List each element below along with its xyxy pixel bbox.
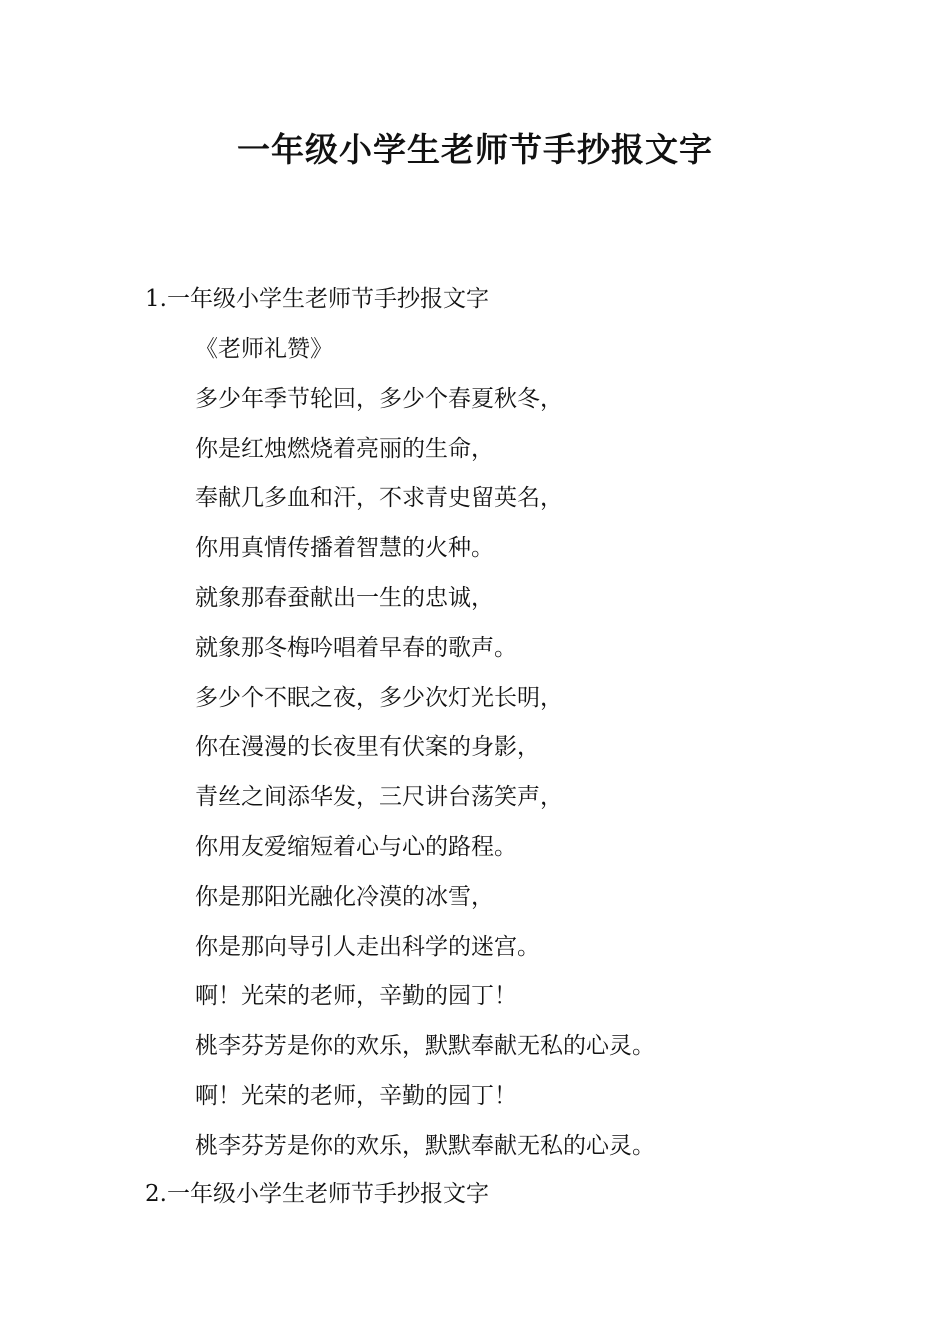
poem-line: 啊！光荣的老师，辛勤的园丁！	[195, 1082, 517, 1109]
poem-line: 你在漫漫的长夜里有伏案的身影，	[195, 734, 540, 761]
document-title: 一年级小学生老师节手抄报文字	[237, 130, 713, 169]
poem-line: 你用友爱缩短着心与心的路程。	[195, 833, 517, 860]
poem-line: 桃李芬芳是你的欢乐，默默奉献无私的心灵。	[195, 1033, 655, 1060]
poem-line: 你是那阳光融化冷漠的冰雪，	[195, 883, 494, 910]
poem-line: 就象那冬梅吟唱着早春的歌声。	[195, 634, 517, 661]
poem-line: 青丝之间添华发，三尺讲台荡笑声，	[195, 784, 563, 811]
poem-line: 奉献几多血和汗，不求青史留英名，	[195, 485, 563, 512]
section-heading-1: 1.一年级小学生老师节手抄报文字	[145, 286, 489, 312]
poem-line: 就象那春蚕献出一生的忠诚，	[195, 584, 494, 611]
poem-line: 多少个不眠之夜，多少次灯光长明，	[195, 684, 563, 711]
poem-line: 你用真情传播着智慧的火种。	[195, 535, 494, 562]
poem-title: 《老师礼赞》	[195, 336, 333, 362]
poem-line: 多少年季节轮回，多少个春夏秋冬，	[195, 385, 563, 412]
poem-lines	[195, 334, 655, 1181]
poem-line: 你是那向导引人走出科学的迷宫。	[195, 933, 540, 960]
poem-line: 啊！光荣的老师，辛勤的园丁！	[195, 983, 517, 1010]
poem-line: 你是红烛燃烧着亮丽的生命，	[195, 435, 494, 462]
poem-line: 桃李芬芳是你的欢乐，默默奉献无私的心灵。	[195, 1132, 655, 1159]
section-heading-2: 2.一年级小学生老师节手抄报文字	[145, 1181, 489, 1207]
